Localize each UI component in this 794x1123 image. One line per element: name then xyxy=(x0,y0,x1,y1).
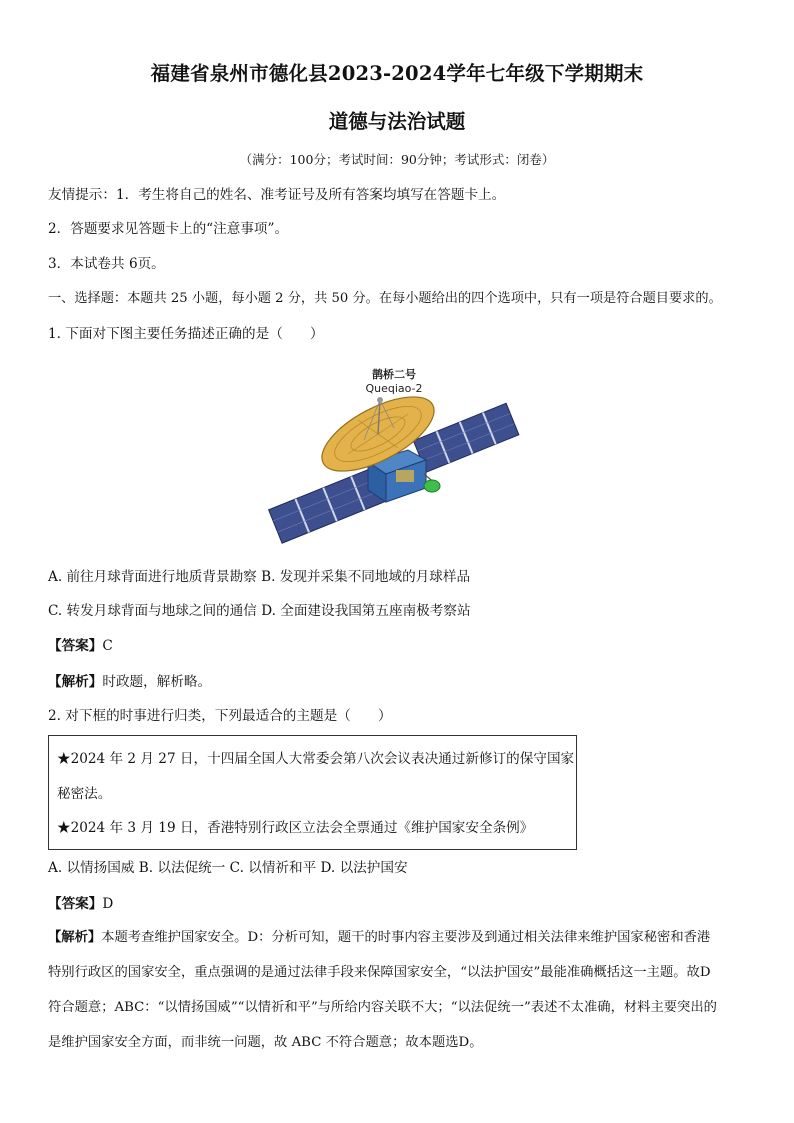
image-label-cn: 鹊桥二号 xyxy=(372,368,416,381)
q2-news-box xyxy=(48,735,577,850)
q2-options: A. 以情扬国威 B. 以法促统一 C. 以情祈和平 D. 以法护国安 xyxy=(48,860,408,876)
analysis-text: 时政题，解析略。 xyxy=(102,674,212,690)
title-line-1: 福建省泉州市德化县2023-2024学年七年级下学期期末 xyxy=(150,62,644,85)
q1-analysis xyxy=(48,672,211,692)
answer-value: C xyxy=(102,638,113,654)
news-item-1-line-1: ★2024 年 2 月 27 日，十四届全国人大常委会第八次会议表决通过新修订的保守国家 xyxy=(57,751,575,767)
image-label-en: Queqiao-2 xyxy=(365,382,423,395)
answer-tag: 【答案】 xyxy=(48,638,103,654)
q2-analysis-line-2: 特别行政区的国家安全，重点强调的是通过法律手段来保障国家安全，“以法护国安”最能准确概括这一主题。故D xyxy=(48,965,711,980)
news-item-1-line-2: 秘密法。 xyxy=(57,786,112,802)
analysis-tag: 【解析】 xyxy=(48,674,103,690)
q2-analysis-line-1 xyxy=(48,928,710,948)
tip-3: 3．本试卷共 6页。 xyxy=(48,256,165,272)
q1-options-ab: A. 前往月球背面进行地质背景勘察 B. 发现并采集不同地域的月球样品 xyxy=(48,569,471,585)
answer-value: D xyxy=(102,896,114,912)
tip-2: 2．答题要求见答题卡上的“注意事项”。 xyxy=(48,221,289,237)
section-heading: 一、选择题：本题共 25 小题，每小题 2 分，共 50 分。在每小题给出的四个选项中，只有一项是符合题目要求的。 xyxy=(48,291,722,306)
q2-analysis-line-4: 是维护国家安全方面，而非统一问题，故 ABC 不符合题意；故本题选D。 xyxy=(48,1035,483,1050)
green-antenna xyxy=(424,474,440,492)
q2-analysis-line-3: 符合题意；ABC：“以情扬国威”“以情祈和平”与所给内容关联不大；“以法促统一”表述不太准确，材料主要突出的 xyxy=(48,1000,717,1015)
analysis-text: 本题考查维护国家安全。D：分析可知，题干的时事内容主要涉及到通过相关法律来维护国家秘密和香港 xyxy=(101,930,711,945)
title-line-2: 道德与法治试题 xyxy=(328,110,466,133)
q1-options-cd: C. 转发月球背面与地球之间的通信 D. 全面建设我国第五座南极考察站 xyxy=(48,603,471,619)
q1-answer xyxy=(48,636,113,656)
q2-stem: 2. 对下框的时事进行归类，下列最适合的主题是（ ） xyxy=(48,708,392,724)
answer-tag: 【答案】 xyxy=(48,896,103,912)
q1-stem: 1. 下面对下图主要任务描述正确的是（ ） xyxy=(48,326,324,342)
analysis-tag: 【解析】 xyxy=(48,930,102,945)
queqiao-2-satellite-image xyxy=(268,362,520,544)
q2-answer xyxy=(48,894,113,914)
news-item-2: ★2024 年 3 月 19 日，香港特别行政区立法会全票通过《维护国家安全条例》 xyxy=(57,820,534,836)
exam-info: （满分：100分；考试时间：90分钟；考试形式：闭卷） xyxy=(239,152,555,167)
tip-1: 友情提示：1．考生将自己的姓名、准考证号及所有答案均填写在答题卡上。 xyxy=(48,187,506,203)
